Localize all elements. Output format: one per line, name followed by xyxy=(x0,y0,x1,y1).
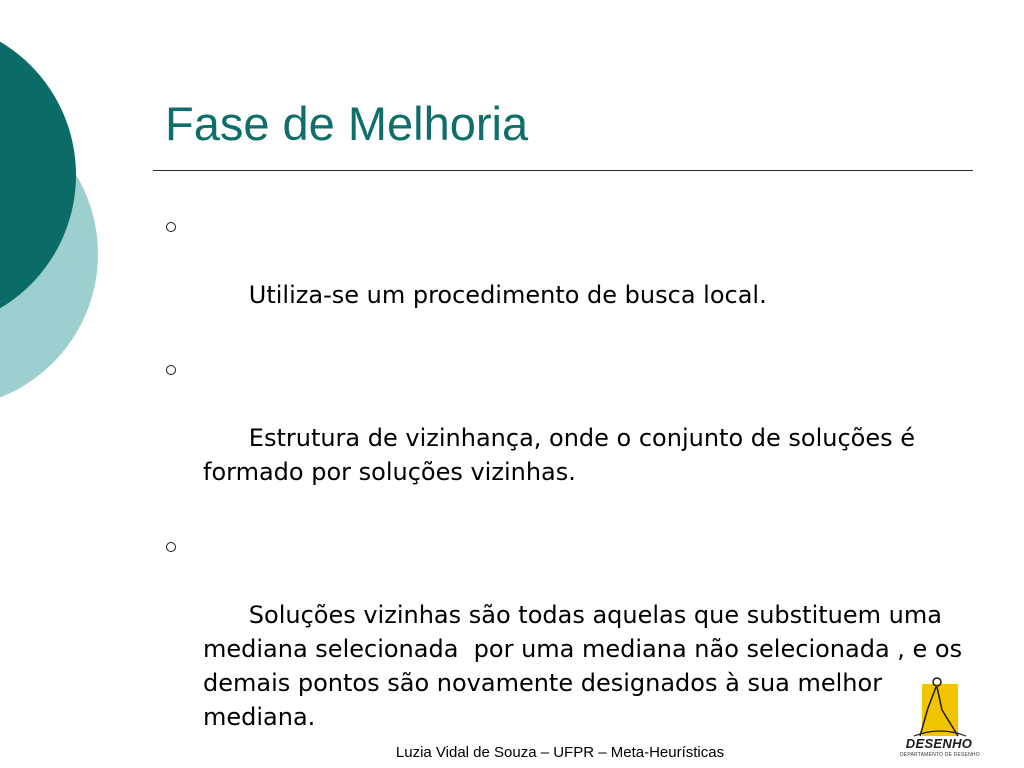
logo-subtitle: DEPARTAMENTO DE DESENHO xyxy=(900,752,980,758)
desenho-logo xyxy=(900,676,978,760)
bullet-circle-icon xyxy=(166,222,176,232)
bullet-text: Estrutura de vizinhança, onde o conjunto de soluções é formado por soluções vizinhas. xyxy=(203,424,923,486)
slide-title: Fase de Melhoria xyxy=(165,97,529,150)
bullet-item xyxy=(163,210,963,346)
logo-wordmark: DESENHO xyxy=(905,736,973,751)
bullet-circle-icon xyxy=(166,542,176,552)
bullet-text: Soluções vizinhas são todas aquelas que substituem uma mediana selecionada por uma mediana não selecionada , e os demais pontos são novamente designados à sua melhor mediana. xyxy=(203,601,970,731)
bullet-circle-icon xyxy=(166,365,176,375)
bullet-item xyxy=(163,530,970,768)
title-divider xyxy=(153,170,973,171)
desenho-logo-icon xyxy=(900,676,978,742)
bullet-text: Utiliza-se um procedimento de busca local. xyxy=(248,281,767,309)
bullet-list xyxy=(163,210,970,768)
slide-footer: Luzia Vidal de Souza – UFPR – Meta-Heurísticas xyxy=(395,744,725,761)
bullet-item xyxy=(163,353,963,523)
